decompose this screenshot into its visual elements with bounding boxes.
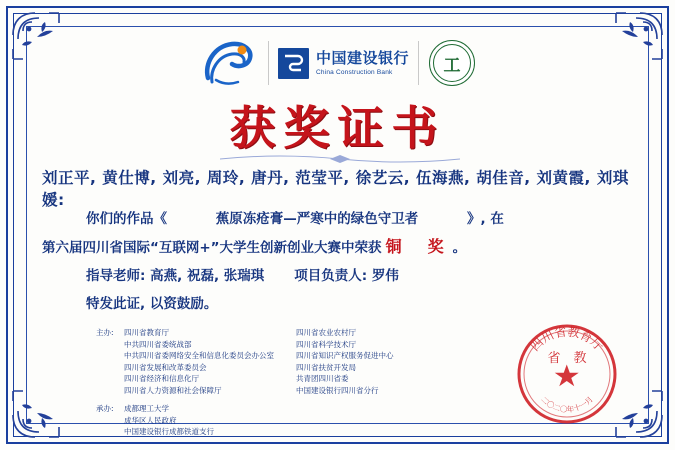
university-emblem-icon [429,40,475,86]
body-line-1 [42,205,633,233]
list-item: 成华区人民政府 [124,415,177,425]
organizer-row [96,327,394,396]
list-item: 四川省科学技术厅 [296,339,356,349]
list-item: 成都理工大学 [124,404,169,413]
ccb-logo [268,41,419,85]
undertaker-col [124,403,214,438]
sichuan-fish-logo-icon [200,38,258,88]
list-item: 中国建设银行成都铁道支行 [124,427,214,436]
body-line-4 [42,290,633,318]
list-item: 四川省农业农村厅 [296,328,356,337]
list-item: 中共四川省委网络安全和信息化委员会办公室 [124,351,274,360]
organizer-col-1 [124,327,274,396]
work-suffix: 》, 在 [467,211,504,227]
emblem-glyph: 工 [443,55,461,76]
ccb-mark-icon [278,48,309,79]
corner-ornament-icon [9,379,71,441]
logo-row [0,34,675,92]
undertaker-row [96,403,394,438]
list-item: 四川省人力资源和社会保障厅 [124,385,222,395]
line2-suffix: 。 [452,240,467,256]
list-item: 四川省教育厅 [124,328,169,337]
competition-name: 第六届四川省国际“互联网+”大学生创新创业大赛中荣获 [42,240,382,256]
svg-text:二〇二〇年十一月: 二〇二〇年十一月 [539,394,595,415]
work-prefix: 你们的作品《 [86,211,167,227]
list-item: 四川省经济和信息化厅 [124,374,199,383]
recipient-names: 刘正平, 黄仕博, 刘亮, 周玲, 唐丹, 范莹平, 徐艺云, 伍海燕, 胡佳音, 刘黄霞, 刘琪媛: [42,169,629,209]
leader-label: 项目负责人: [294,268,368,284]
leader-value: 罗伟 [371,268,399,284]
svg-text:省 教: 省 教 [547,351,587,366]
undertaker-label: 承办: [96,404,114,413]
work-title: 蕉原冻疮膏—严寒中的绿色守卫者 [215,211,419,227]
ccb-name-en: China Construction Bank [315,68,393,76]
list-item: 中共四川省委统战部 [124,339,192,349]
official-seal [515,322,619,426]
list-item: 共青团四川省委 [296,374,349,383]
list-item: 四川省扶贫开发局 [296,362,356,372]
certificate-body [42,205,633,318]
list-item: 四川省发展和改革委员会 [124,362,207,372]
page-title: 获奖证书 [229,101,446,155]
list-item: 中国建设银行四川省分行 [296,385,379,395]
closing-text: 特发此证, 以资鼓励。 [86,296,218,312]
organizer-label: 主办: [96,328,114,337]
teachers-value: 高燕, 祝磊, 张瑞琪 [150,268,265,284]
teachers-label: 指导老师: [86,268,146,284]
list-item: 四川省知识产权服务促进中心 [296,351,394,360]
body-line-3 [42,262,633,290]
svg-text:四川省教育厅: 四川省教育厅 [527,324,607,354]
title-underline-ornament [220,152,460,164]
ccb-name-cn: 中国建设银行 [315,49,409,68]
organizers-block [96,327,394,438]
award-level: 铜 奖 [385,237,449,256]
body-line-2 [42,233,633,262]
organizer-col-2 [296,327,394,396]
